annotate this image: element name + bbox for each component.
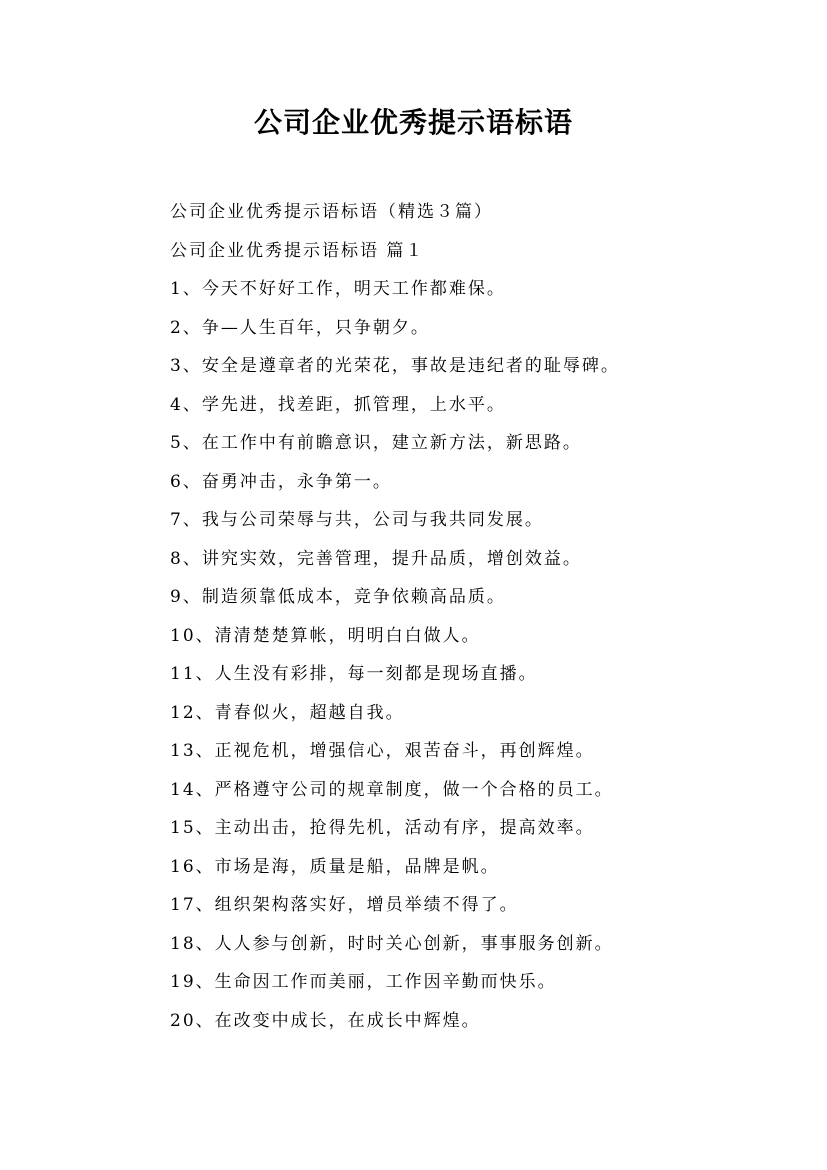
list-item: 15、主动出击，抢得先机，活动有序，提高效率。 xyxy=(170,818,595,838)
list-item: 3、安全是遵章者的光荣花，事故是违纪者的耻辱碑。 xyxy=(170,356,620,376)
list-item: 19、生命因工作而美丽，工作因辛勤而快乐。 xyxy=(170,972,557,992)
list-item: 16、市场是海，质量是船，品牌是帆。 xyxy=(170,856,500,877)
list-item: 9、制造须靠低成本，竞争依赖高品质。 xyxy=(170,587,506,607)
list-item: 4、学先进，找差距，抓管理，上水平。 xyxy=(170,394,506,415)
document-body xyxy=(170,195,810,1042)
list-item: 13、正视危机，增强信心，艰苦奋斗，再创辉煌。 xyxy=(170,741,595,761)
list-item: 7、我与公司荣辱与共，公司与我共同发展。 xyxy=(170,510,544,530)
list-item: 10、清清楚楚算帐，明明白白做人。 xyxy=(170,625,481,646)
list-item: 12、青春似火，超越自我。 xyxy=(170,702,405,723)
list-item: 1、今天不好好工作，明天工作都难保。 xyxy=(170,279,506,299)
list-item: 2、争—人生百年，只争朝夕。 xyxy=(170,317,430,338)
list-item: 20、在改变中成长，在成长中辉煌。 xyxy=(170,1010,481,1031)
document-subtitle: 公司企业优秀提示语标语（精选３篇） xyxy=(170,202,493,222)
list-item: 17、组织架构落实好，增员举绩不得了。 xyxy=(170,895,519,915)
list-item: 6、奋勇冲击，永争第一。 xyxy=(170,471,392,492)
list-item: 8、讲究实效，完善管理，提升品质，增创效益。 xyxy=(170,548,582,569)
list-item: 14、严格遵守公司的规章制度，做一个合格的员工。 xyxy=(170,779,614,800)
list-item: 18、人人参与创新，时时关心创新，事事服务创新。 xyxy=(170,933,614,954)
list-item: 5、在工作中有前瞻意识，建立新方法，新思路。 xyxy=(170,433,582,453)
list-item: 11、人生没有彩排，每一刻都是现场直播。 xyxy=(170,664,538,684)
document-title: 公司企业优秀提示语标语 xyxy=(253,106,573,139)
section-heading: 公司企业优秀提示语标语 篇１ xyxy=(170,240,425,261)
